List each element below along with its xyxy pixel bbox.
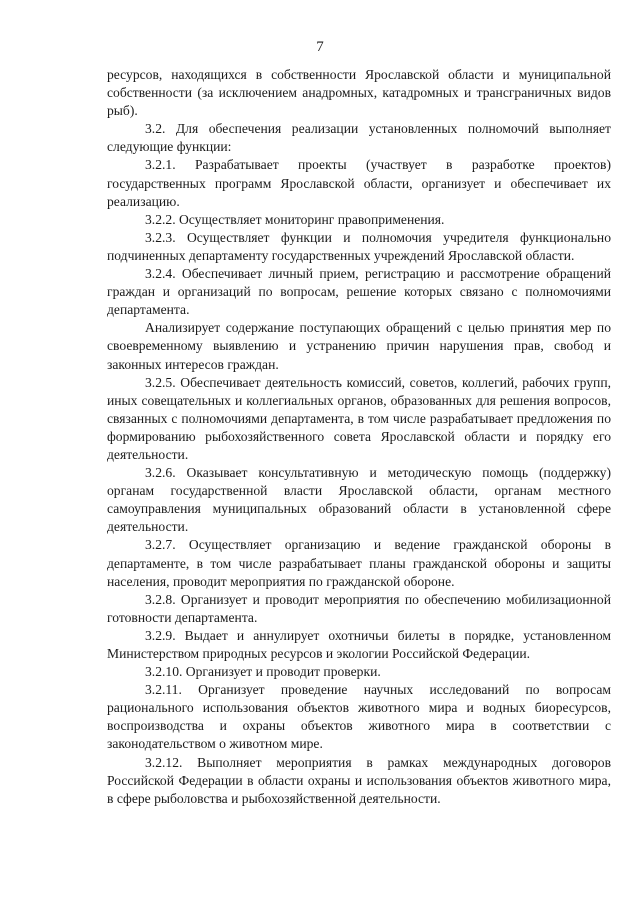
document-body (107, 66, 611, 808)
paragraph: 3.2.6. Оказывает консультативную и методическую помощь (поддержку) органам государственной власти Ярославской области, органам местного самоуправления муниципальных образований области в установленной сфере деятельности. (107, 465, 611, 535)
paragraph: 3.2.7. Осуществляет организацию и ведение гражданской обороны в департаменте, в том числе разрабатывает планы гражданской обороны и защиты населения, проводит мероприятия по гражданской обороне. (107, 537, 611, 589)
paragraph: 3.2.3. Осуществляет функции и полномочия учредителя функционально подчиненных департаменту государственных учреждений Ярославской области. (107, 229, 611, 263)
paragraph: 3.2.4. Обеспечивает личный прием, регистрацию и рассмотрение обращений граждан и организаций по вопросам, решение которых связано с полномочиями департамента. (107, 266, 611, 318)
paragraph: 3.2.11. Организует проведение научных исследований по вопросам рационального использования объектов животного мира и водных биоресурсов, воспроизводства и охраны объектов животного мира в соответствии с законодательством о животном мире. (107, 682, 611, 752)
page-number: 7 (316, 39, 324, 55)
paragraph: 3.2. Для обеспечения реализации установленных полномочий выполняет следующие функции: (107, 121, 611, 155)
paragraph: 3.2.8. Организует и проводит мероприятия по обеспечению мобилизационной готовности департамента. (107, 591, 611, 625)
paragraph: 3.2.2. Осуществляет мониторинг правоприменения. (145, 211, 445, 227)
paragraph: 3.2.1. Разрабатывает проекты (участвует в разработке проектов) государственных программ Ярославской области, организует и обеспечивает их реализацию. (107, 157, 611, 209)
paragraph: Анализирует содержание поступающих обращений с целью принятия мер по своевременному выявлению и устранению причин нарушения прав, свобод и законных интересов граждан. (107, 320, 611, 372)
paragraph: 3.2.5. Обеспечивает деятельность комиссий, советов, коллегий, рабочих групп, иных совещательных и коллегиальных органов, образованных для решения вопросов, связанных с полномочиями департамента, в том числе разрабатывает предложения по формированию рыбохозяйственного совета Ярославской области и порядку его деятельности. (107, 374, 611, 462)
paragraph: 3.2.10. Организует и проводит проверки. (145, 664, 381, 680)
paragraph: 3.2.12. Выполняет мероприятия в рамках международных договоров Российской Федерации в области охраны и использования объектов животного мира, в сфере рыболовства и рыбохозяйственной деятельности. (107, 754, 611, 806)
paragraph: ресурсов, находящихся в собственности Ярославской области и муниципальной собственности (за исключением анадромных, катадромных и трансграничных видов рыб). (107, 67, 611, 119)
paragraph: 3.2.9. Выдает и аннулирует охотничьи билеты в порядке, установленном Министерством природных ресурсов и экологии Российской Федерации. (107, 627, 611, 661)
